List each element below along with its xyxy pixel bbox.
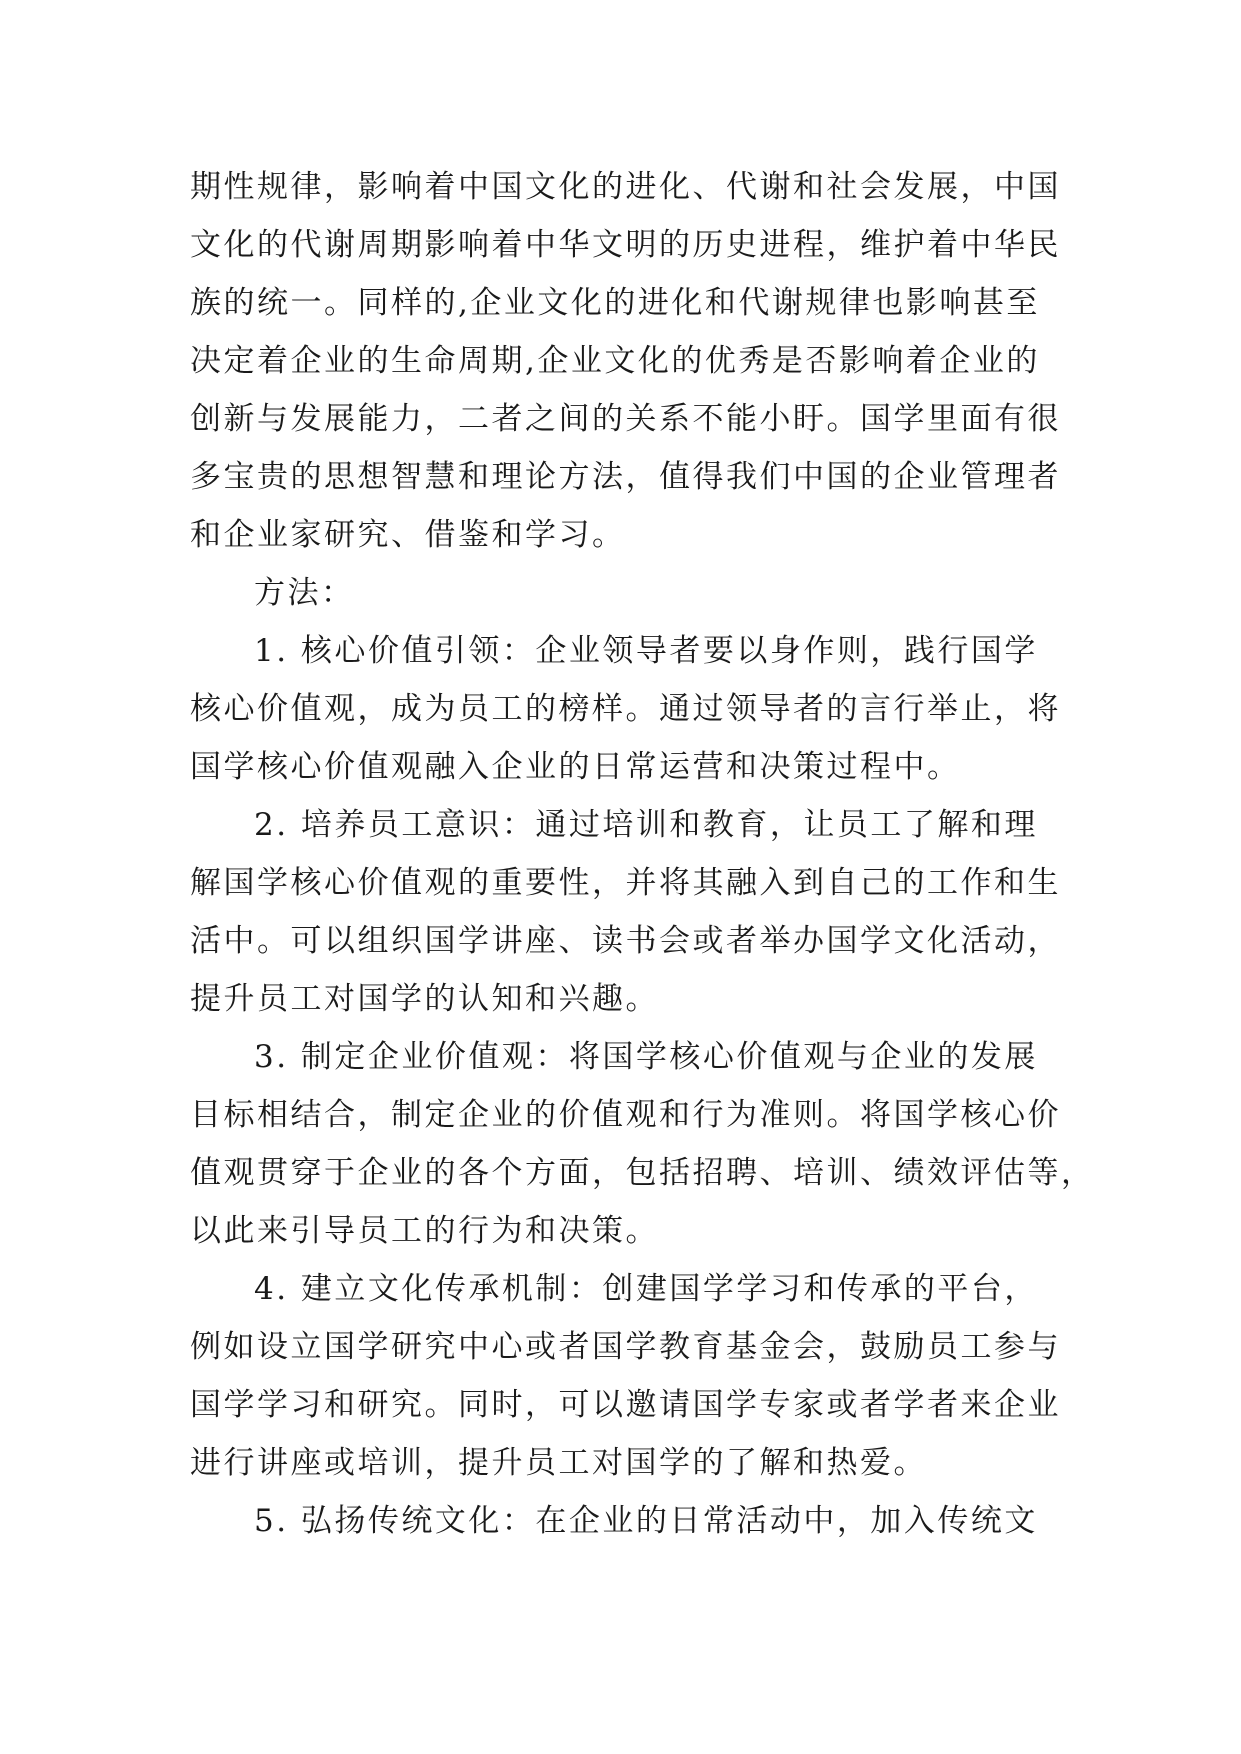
document-body — [190, 158, 1095, 1550]
text-line: 国学核心价值观融入企业的日常运营和决策过程中。 — [190, 749, 961, 785]
text-line: 1. 核心价值引领：企业领导者要以身作则，践行国学 — [254, 633, 1038, 669]
method-heading: 方法： — [254, 575, 355, 611]
text-line: 国学学习和研究。同时，可以邀请国学专家或者学者来企业 — [190, 1387, 1061, 1423]
text-line: 例如设立国学研究中心或者国学教育基金会，鼓励员工参与 — [190, 1329, 1061, 1365]
method-heading-paragraph — [190, 564, 1050, 622]
text-line: 期性规律，影响着中国文化的进化、代谢和社会发展，中国 — [190, 169, 1061, 205]
text-line: 决定着企业的生命周期,企业文化的优秀是否影响着企业的 — [190, 343, 1040, 379]
text-line: 目标相结合，制定企业的价值观和行为准则。将国学核心价 — [190, 1097, 1061, 1133]
intro-paragraph — [190, 158, 1061, 564]
method-item-3 — [190, 1028, 1095, 1260]
text-line: 族的统一。同样的,企业文化的进化和代谢规律也影响甚至 — [190, 285, 1040, 321]
text-line: 5. 弘扬传统文化：在企业的日常活动中，加入传统文 — [254, 1503, 1038, 1539]
text-line: 值观贯穿于企业的各个方面，包括招聘、培训、绩效评估等， — [190, 1155, 1095, 1191]
text-line: 创新与发展能力，二者之间的关系不能小盱。国学里面有很 — [190, 401, 1061, 437]
text-line: 4. 建立文化传承机制：创建国学学习和传承的平台， — [254, 1271, 1038, 1307]
method-item-2 — [190, 796, 1061, 1028]
method-item-5 — [190, 1492, 1050, 1550]
text-line: 和企业家研究、借鉴和学习。 — [190, 517, 626, 553]
method-item-4 — [190, 1260, 1061, 1492]
text-line: 核心价值观，成为员工的榜样。通过领导者的言行举止，将 — [190, 691, 1061, 727]
text-line: 多宝贵的思想智慧和理论方法，值得我们中国的企业管理者 — [190, 459, 1061, 495]
text-line: 解国学核心价值观的重要性，并将其融入到自己的工作和生 — [190, 865, 1061, 901]
text-line: 3. 制定企业价值观：将国学核心价值观与企业的发展 — [254, 1039, 1038, 1075]
text-line: 文化的代谢周期影响着中华文明的历史进程，维护着中华民 — [190, 227, 1061, 263]
text-line: 以此来引导员工的行为和决策。 — [190, 1213, 659, 1249]
method-item-1 — [190, 622, 1061, 796]
text-line: 2. 培养员工意识：通过培训和教育，让员工了解和理 — [254, 807, 1038, 843]
text-line: 进行讲座或培训，提升员工对国学的了解和热爱。 — [190, 1445, 927, 1481]
text-line: 提升员工对国学的认知和兴趣。 — [190, 981, 659, 1017]
text-line: 活中。可以组织国学讲座、读书会或者举办国学文化活动， — [190, 923, 1061, 959]
